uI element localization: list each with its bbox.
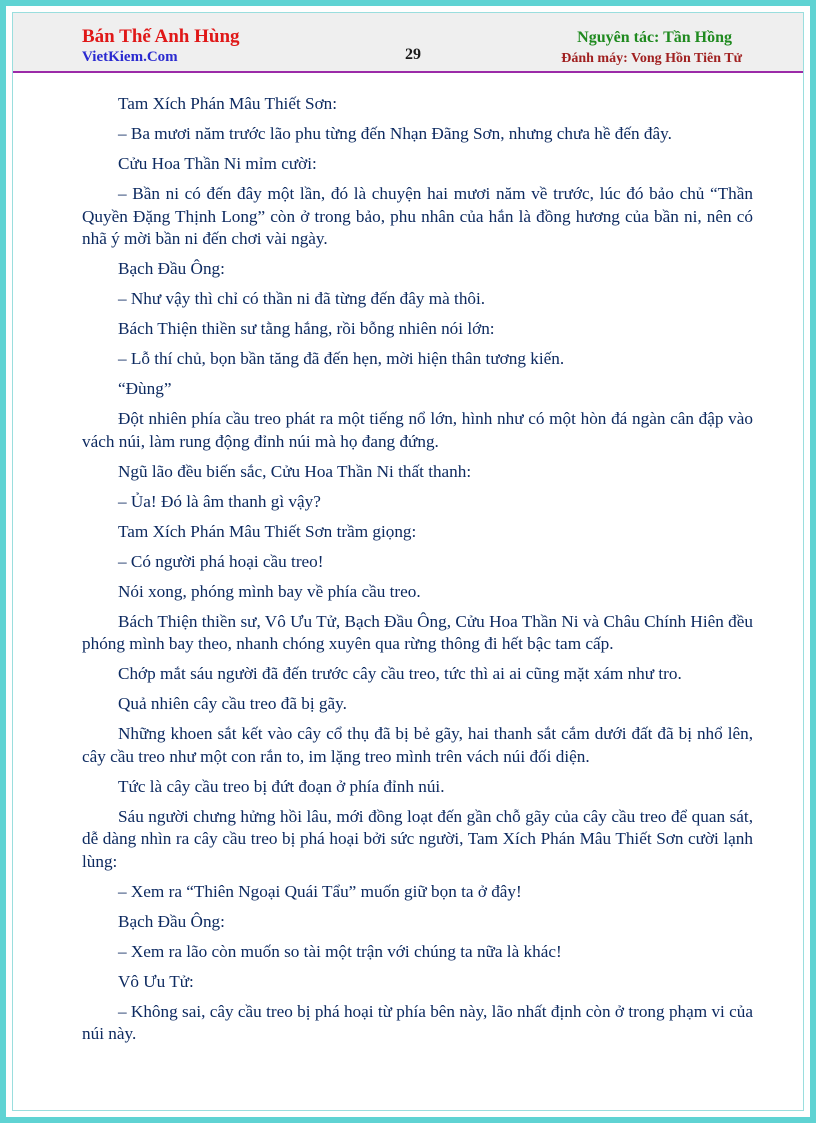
paragraph: Bạch Đầu Ông: [118,911,225,931]
paragraph: Tam Xích Phán Mâu Thiết Sơn: [118,94,338,113]
paragraph: Chớp mắt sáu người đã đến trước cây cầu treo, tức thì ai ai cũng mặt xám như tro. [118,664,682,683]
paragraph: “Đùng” [118,379,172,398]
paragraph: Bách Thiện thiền sư tằng hắng, rồi bỗng nhiên nói lớn: [118,319,495,338]
book-title: Bán Thế Anh Hùng [82,26,240,47]
paragraph: Nói xong, phóng mình bay về phía cầu treo. [118,581,421,601]
paragraph: Sáu người chưng hửng hồi lâu, mới đồng loạt đến gần chỗ gãy của cây cầu treo để quan sát, dễ dàng nhìn ra cây cầu treo bị phá hoại bởi sức người, Tam Xích Phán Mâu Thiết Sơn cười lạnh lùng: [82,806,753,871]
paragraph: – Bần ni có đến đây một lần, đó là chuyện hai mươi năm về trước, lúc đó bảo chủ “Thần Quyền Đặng Thịnh Long” còn ở trong bảo, phu nhân của hắn là đồng hương của bần ni, nên có nhã ý mời bần ni đến chơi vài ngày. [82,184,753,248]
paragraph: Bách Thiện thiền sư, Vô Ưu Tử, Bạch Đầu Ông, Cửu Hoa Thần Ni và Châu Chính Hiên đều phóng mình bay theo, nhanh chóng xuyên qua rừng thông đi hết bậc tam cấp. [82,611,753,653]
paragraph: – Xem ra “Thiên Ngoại Quái Tẩu” muốn giữ bọn ta ở đây! [118,881,522,901]
paragraph: Quả nhiên cây cầu treo đã bị gãy. [118,694,347,713]
page-number: 29 [405,46,421,63]
paragraph: Đột nhiên phía cầu treo phát ra một tiếng nổ lớn, hình như có một hòn đá ngàn cân đập vào vách núi, làm rung động đỉnh núi mà họ đang đứng. [82,409,753,451]
page-header [13,13,803,73]
paragraph: – Ủa! Đó là âm thanh gì vậy? [118,491,321,511]
paragraph: Vô Ưu Tử: [118,971,194,991]
paragraph: Bạch Đầu Ông: [118,259,225,278]
paragraph: Cửu Hoa Thần Ni mỉm cười: [118,154,317,173]
paragraph: Ngũ lão đều biến sắc, Cửu Hoa Thần Ni thất thanh: [118,461,472,481]
paragraph: – Xem ra lão còn muốn so tài một trận với chúng ta nữa là khác! [118,941,562,961]
paragraph: – Có người phá hoại cầu treo! [118,551,324,571]
page-body [82,93,753,1053]
paragraph: Tức là cây cầu treo bị đứt đoạn ở phía đỉnh núi. [118,776,445,796]
paragraph: – Như vậy thì chỉ có thần ni đã từng đến đây mà thôi. [118,289,486,308]
paragraph: – Không sai, cây cầu treo bị phá hoại từ phía bên này, lão nhất định còn ở trong phạm vi của núi này. [82,1001,753,1043]
website-link[interactable]: VietKiem.Com [82,49,178,65]
paragraph: – Ba mươi năm trước lão phu từng đến Nhạn Đãng Sơn, nhưng chưa hề đến đây. [118,124,672,143]
author-credit: Nguyên tác: Tần Hồng [577,29,732,46]
typist-credit: Đánh máy: Vong Hồn Tiên Tử [561,51,742,66]
paragraph: – Lỗ thí chủ, bọn bần tăng đã đến hẹn, mời hiện thân tương kiến. [118,349,565,368]
paragraph: Những khoen sắt kết vào cây cổ thụ đã bị bẻ gãy, hai thanh sắt cắm dưới đất đã bị nhổ lên, cây cầu treo như một con rắn to, im lặng treo mình trên vách núi đối diện. [82,724,753,766]
paragraph: Tam Xích Phán Mâu Thiết Sơn trầm giọng: [118,521,417,541]
